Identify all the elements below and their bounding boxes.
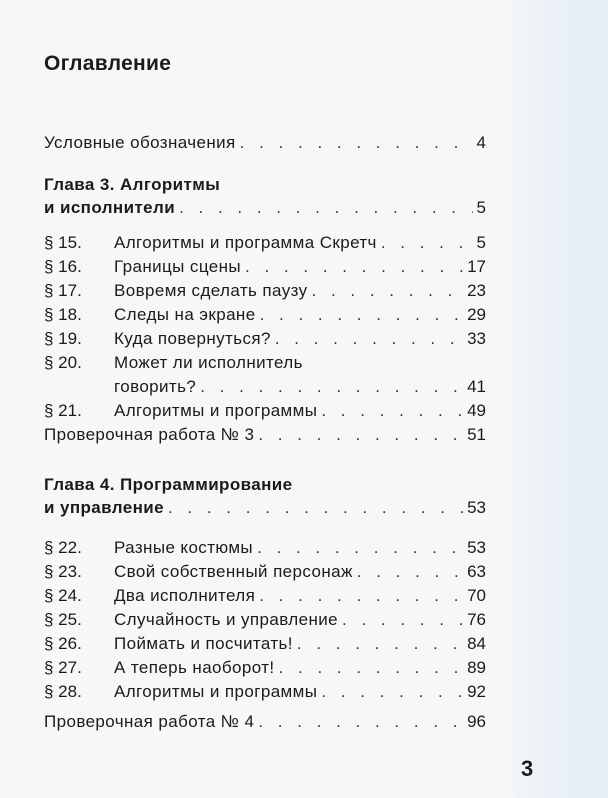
toc-entry[interactable] — [44, 585, 486, 607]
section-number: § 21. — [44, 401, 82, 420]
leader-dots — [260, 304, 464, 326]
leader-dots — [168, 497, 463, 519]
chapter-title-line1: Глава 3. Алгоритмы — [44, 175, 221, 194]
entry-title: Алгоритмы и программы — [114, 682, 318, 701]
entry-page: 17 — [467, 257, 486, 276]
entry-page: 51 — [467, 425, 486, 444]
section-number: § 24. — [44, 586, 82, 605]
entry-title: Поймать и посчитать! — [114, 634, 293, 653]
entry-page: 89 — [467, 658, 486, 677]
leader-dots — [240, 132, 473, 154]
leader-dots — [258, 711, 463, 733]
entry-page: 4 — [476, 133, 486, 152]
entry-page: 23 — [467, 281, 486, 300]
toc-entry[interactable] — [44, 561, 486, 583]
toc-entry[interactable] — [44, 256, 486, 278]
entry-page: 5 — [476, 233, 486, 252]
entry-title: Свой собственный персонаж — [114, 562, 353, 581]
page-edge — [512, 0, 608, 798]
section-number: § 16. — [44, 257, 82, 276]
toc-entry-continuation[interactable] — [44, 376, 486, 398]
leader-dots — [200, 376, 463, 398]
entry-page: 84 — [467, 634, 486, 653]
toc-heading: Оглавление — [44, 52, 172, 75]
toc-entry[interactable] — [44, 232, 486, 254]
entry-page: 53 — [467, 498, 486, 517]
section-number: § 20. — [44, 353, 82, 372]
leader-dots — [257, 537, 463, 559]
entry-page: 53 — [467, 538, 486, 557]
entry-title: Проверочная работа № 4 — [44, 712, 255, 731]
section-number: § 27. — [44, 658, 82, 677]
section-number: § 23. — [44, 562, 82, 581]
entry-title: Проверочная работа № 3 — [44, 425, 255, 444]
toc-entry-test[interactable] — [44, 711, 486, 733]
entry-title: Случайность и управление — [114, 610, 339, 629]
entry-title: Следы на экране — [114, 305, 256, 324]
leader-dots — [312, 280, 464, 302]
toc-entry[interactable] — [44, 400, 486, 422]
chapter-3-heading-line2[interactable] — [44, 197, 486, 219]
entry-title: Условные обозначения — [44, 133, 236, 152]
entry-title-continuation: говорить? — [114, 377, 197, 396]
leader-dots — [258, 424, 463, 446]
entry-page: 29 — [467, 305, 486, 324]
entry-page: 96 — [467, 712, 486, 731]
leader-dots — [245, 256, 463, 278]
entry-title: Куда повернуться? — [114, 329, 271, 348]
leader-dots — [342, 609, 463, 631]
entry-title: Алгоритмы и программы — [114, 401, 318, 420]
entry-title: Вовремя сделать паузу — [114, 281, 308, 300]
entry-title: Может ли исполнитель — [114, 353, 303, 372]
entry-title: Границы сцены — [114, 257, 242, 276]
entry-title: Разные костюмы — [114, 538, 254, 557]
entry-title: А теперь наоборот! — [114, 658, 275, 677]
entry-page: 63 — [467, 562, 486, 581]
leader-dots — [321, 400, 463, 422]
leader-dots — [381, 232, 473, 254]
chapter-4-heading-line2[interactable] — [44, 497, 486, 519]
toc-entry-test[interactable] — [44, 424, 486, 446]
entry-page: 41 — [467, 377, 486, 396]
section-number: § 28. — [44, 682, 82, 701]
section-number: § 19. — [44, 329, 82, 348]
toc-entry-conventions[interactable] — [44, 132, 486, 154]
toc-entry[interactable] — [44, 657, 486, 679]
leader-dots — [321, 681, 463, 703]
toc-entry[interactable] — [44, 681, 486, 703]
leader-dots — [357, 561, 463, 583]
chapter-title-line2: и управление — [44, 498, 164, 517]
entry-page: 70 — [467, 586, 486, 605]
leader-dots — [179, 197, 472, 219]
toc-entry[interactable] — [44, 633, 486, 655]
chapter-4-heading[interactable] — [44, 474, 486, 496]
entry-title: Два исполнителя — [114, 586, 256, 605]
page-number: 3 — [521, 756, 534, 781]
leader-dots — [259, 585, 463, 607]
toc-entry[interactable] — [44, 537, 486, 559]
toc-entry[interactable] — [44, 328, 486, 350]
entry-page: 92 — [467, 682, 486, 701]
section-number: § 18. — [44, 305, 82, 324]
chapter-3-heading[interactable] — [44, 174, 486, 196]
entry-page: 49 — [467, 401, 486, 420]
section-number: § 15. — [44, 233, 82, 252]
leader-dots — [275, 328, 463, 350]
entry-title: Алгоритмы и программа Скретч — [114, 233, 377, 252]
chapter-title-line2: и исполнители — [44, 198, 176, 217]
entry-page: 33 — [467, 329, 486, 348]
entry-page: 5 — [476, 198, 486, 217]
section-number: § 22. — [44, 538, 82, 557]
leader-dots — [297, 633, 463, 655]
section-number: § 26. — [44, 634, 82, 653]
leader-dots — [279, 657, 464, 679]
toc-entry[interactable] — [44, 304, 486, 326]
entry-page: 76 — [467, 610, 486, 629]
section-number: § 25. — [44, 610, 82, 629]
toc-entry[interactable] — [44, 280, 486, 302]
section-number: § 17. — [44, 281, 82, 300]
toc-entry[interactable] — [44, 609, 486, 631]
toc-entry-multiline[interactable] — [44, 352, 486, 374]
chapter-title-line1: Глава 4. Программирование — [44, 475, 293, 494]
